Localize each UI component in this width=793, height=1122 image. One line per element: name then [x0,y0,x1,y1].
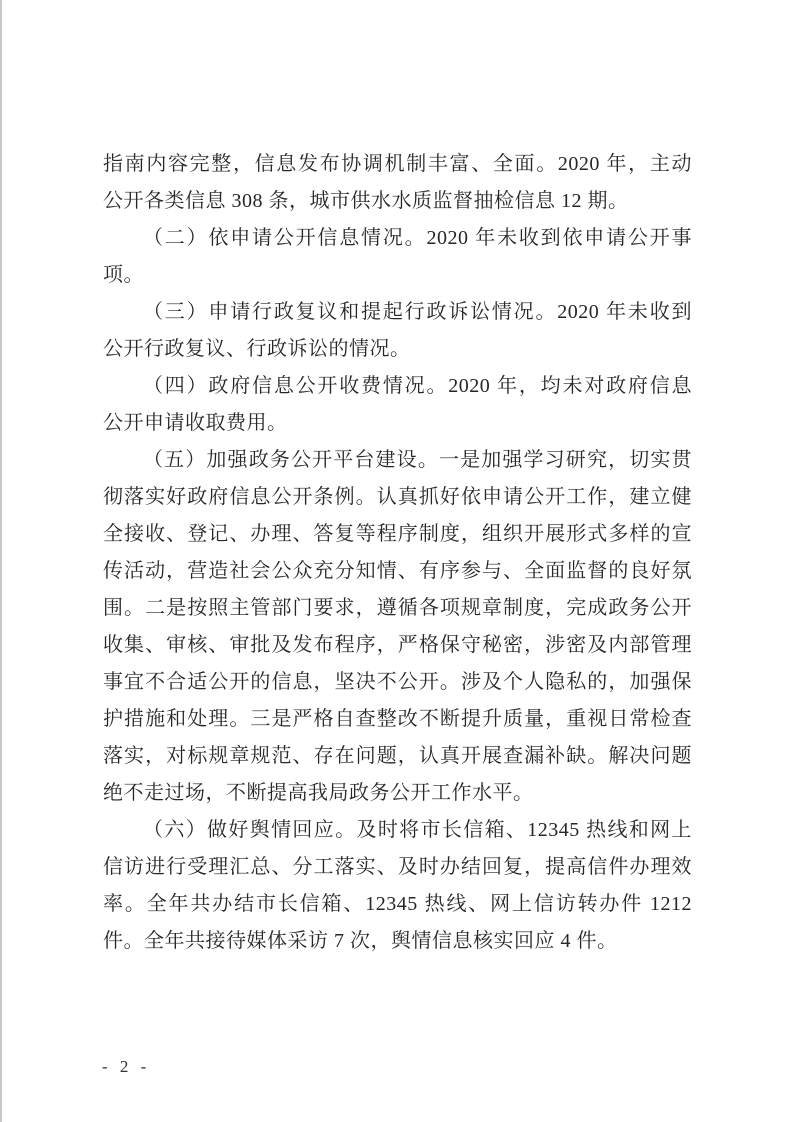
paragraph [103,220,692,294]
text-line: 围。二是按照主管部门要求，遵循各项规章制度，完成政务公开 [103,597,692,619]
text-line: 信访进行受理汇总、分工落实、及时办结回复，提高信件办理效 [103,856,692,878]
paragraph [103,368,692,442]
text-line: 落实，对标规章规范、存在问题，认真开展查漏补缺。解决问题 [103,745,692,767]
text-line: 指南内容完整，信息发布协调机制丰富、全面。2020 年，主动 [103,153,692,175]
text-line: （六）做好舆情回应。及时将市长信箱、12345 热线和网上 [143,819,692,841]
text-line: 件。全年共接待媒体采访 7 次，舆情信息核实回应 4 件。 [103,930,618,952]
text-line: 公开行政复议、行政诉讼的情况。 [103,338,411,360]
text-line: 绝不走过场，不断提高我局政务公开工作水平。 [103,782,534,804]
paragraph [103,442,692,812]
text-line: 公开申请收取费用。 [103,412,288,434]
document-body [103,146,692,960]
page-number: - 2 - [102,1057,151,1076]
text-line: 全接收、登记、办理、答复等程序制度，组织开展形式多样的宣 [103,523,692,545]
text-line: 率。全年共办结市长信箱、12345 热线、网上信访转办件 1212 [103,893,692,915]
paragraph [103,812,692,960]
paragraph [103,146,692,220]
text-line: 传活动，营造社会公众充分知情、有序参与、全面监督的良好氛 [103,560,692,582]
paragraph [103,294,692,368]
text-line: （五）加强政务公开平台建设。一是加强学习研究，切实贯 [143,449,692,471]
text-line: （三）申请行政复议和提起行政诉讼情况。2020 年未收到 [143,301,692,323]
text-line: 事宜不合适公开的信息，坚决不公开。涉及个人隐私的，加强保 [103,671,692,693]
text-line: （二）依申请公开信息情况。2020 年未收到依申请公开事 [143,227,692,249]
text-line: 公开各类信息 308 条，城市供水水质监督抽检信息 12 期。 [103,190,629,212]
text-line: 护措施和处理。三是严格自查整改不断提升质量，重视日常检查 [103,708,692,730]
scan-edge [0,0,2,1122]
text-line: 收集、审核、审批及发布程序，严格保守秘密，涉密及内部管理 [103,634,692,656]
text-line: 项。 [103,264,144,286]
text-line: 彻落实好政府信息公开条例。认真抓好依申请公开工作，建立健 [103,486,692,508]
text-line: （四）政府信息公开收费情况。2020 年，均未对政府信息 [143,375,692,397]
